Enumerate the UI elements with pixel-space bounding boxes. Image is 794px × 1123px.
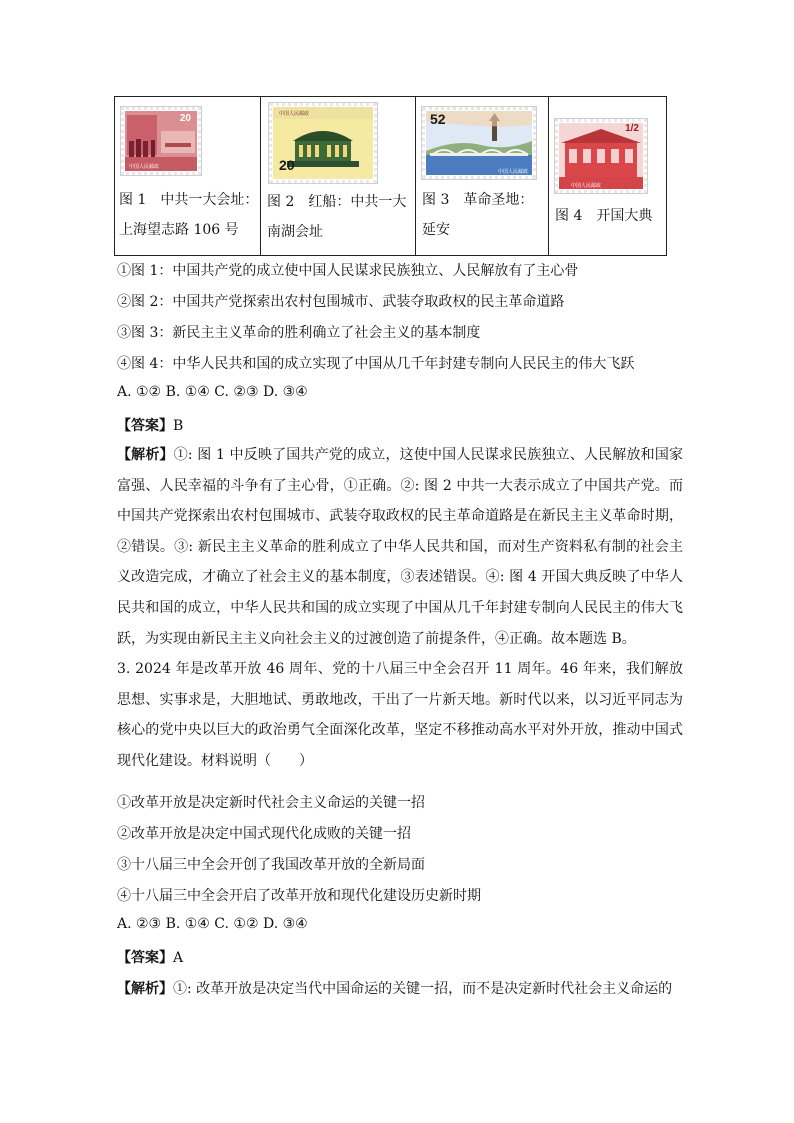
stamp-table (114, 96, 667, 256)
assembly-scene-stamp-icon (121, 107, 201, 175)
q2-option-1: ①图 1：中国共产党的成立使中国人民谋求民族独立、人民解放有了主心骨 (117, 263, 579, 279)
yanan-pagoda-bridge-stamp-icon (422, 107, 536, 179)
q2-analysis (117, 440, 683, 654)
analysis-label: 【解析】 (117, 981, 173, 997)
stamp-issuer: 中国人民邮政 (129, 164, 160, 170)
stamp-caption-1a: 图 1 中共一大会址： (119, 192, 259, 208)
q3-choices: A. ②③ B. ①④ C. ①② D. ③④ (117, 916, 308, 932)
q2-option-2: ②图 2：中国共产党探索出农村包围城市、武装夺取政权的民主革命道路 (117, 294, 565, 310)
q2-answer (117, 415, 183, 435)
q3-option-1: ①改革开放是决定新时代社会主义命运的关键一招 (117, 795, 425, 811)
analysis-label: 【解析】 (117, 447, 174, 463)
stamp-issuer: 中国人民邮政 (497, 169, 528, 175)
q3-answer (117, 947, 183, 967)
q2-choices: A. ①② B. ①④ C. ②③ D. ③④ (117, 384, 308, 400)
answer-label: 【答案】 (117, 418, 173, 434)
red-boat-pavilion-stamp-icon (269, 103, 377, 183)
stamp-caption-2b: 南湖会址 (267, 224, 323, 240)
stamp-denomination: 20 (279, 157, 295, 173)
stamp-caption-1b: 上海望志路 106 号 (119, 222, 239, 238)
stamp-denomination: 52 (430, 111, 446, 127)
q3-option-2: ②改革开放是决定中国式现代化成败的关键一招 (117, 826, 411, 842)
answer-label: 【答案】 (117, 950, 173, 966)
stamp-denomination: 1/2 (625, 123, 639, 134)
analysis-text: ①: 图 1 中反映了国共产党的成立，这使中国人民谋求民族独立、人民解放和国家富强、人民幸福的斗争有了主心骨，①正确。②: 图 2 中共一大表示成立了中国共产党。而中国共产党探索出农村包围城市、武装夺取政权的民主革命道路是在新民主主义革命时期，②错误。③: 新民主主义革命的胜利成立了中华人民共和国，而对生产资料私有制的社会主义改造完成，才确立了社会主义的基本制度，③表述错误。④: 图 4 开国大典反映了中华人民共和国的成立，中华人民共和国的成立实现了中国从几千年封建专制向人民民主的伟大飞跃，为实现由新民主主义向社会主义的过渡创造了前提条件，④正确。故本题选 B。 (117, 447, 683, 647)
analysis-text: ①: 改革开放是决定当代中国命运的关键一招，而不是决定新时代社会主义命运的 (173, 981, 673, 997)
stamp-cell-3 (416, 97, 549, 256)
q2-option-3: ③图 3：新民主主义革命的胜利确立了社会主义的基本制度 (117, 325, 481, 341)
stamp-caption-4a: 图 4 开国大典 (555, 208, 653, 224)
answer-value: A (173, 950, 184, 966)
q3-stem: 3. 2024 年是改革开放 46 周年、党的十八届三中全会召开 11 周年。46 年来，我们解放思想、实事求是，大胆地试、勇敢地改，干出了一片新天地。新时代以来，以习近平同志为核心的党中央以巨大的政治勇气全面深化改革，坚定不移推动高水平对外开放，推动中国式现代化建设。材料说明（ ） (117, 661, 683, 769)
answer-value: B (173, 418, 184, 434)
q3-analysis (117, 978, 672, 998)
q3-option-4: ④十八届三中全会开启了改革开放和现代化建设历史新时期 (117, 888, 481, 904)
stamp-issuer: 中国人民邮政 (279, 111, 310, 117)
q3-option-3: ③十八届三中全会开创了我国改革开放的全新局面 (117, 857, 425, 873)
stamp-cell-2 (261, 97, 416, 256)
q2-option-4: ④图 4：中华人民共和国的成立实现了中国从几千年封建专制向人民民主的伟大飞跃 (117, 356, 635, 372)
stamp-cell-1 (115, 97, 261, 256)
stamp-cell-4 (549, 97, 667, 256)
stamp-issuer: 中国人民邮政 (571, 183, 602, 189)
stamp-caption-2a: 图 2 红船：中共一大 (267, 194, 407, 210)
stamp-caption-3a: 图 3 革命圣地： (422, 192, 534, 208)
stamp-caption-3b: 延安 (422, 222, 450, 238)
tiananmen-stamp-icon (555, 119, 647, 193)
stamp-denomination: 20 (179, 113, 191, 124)
